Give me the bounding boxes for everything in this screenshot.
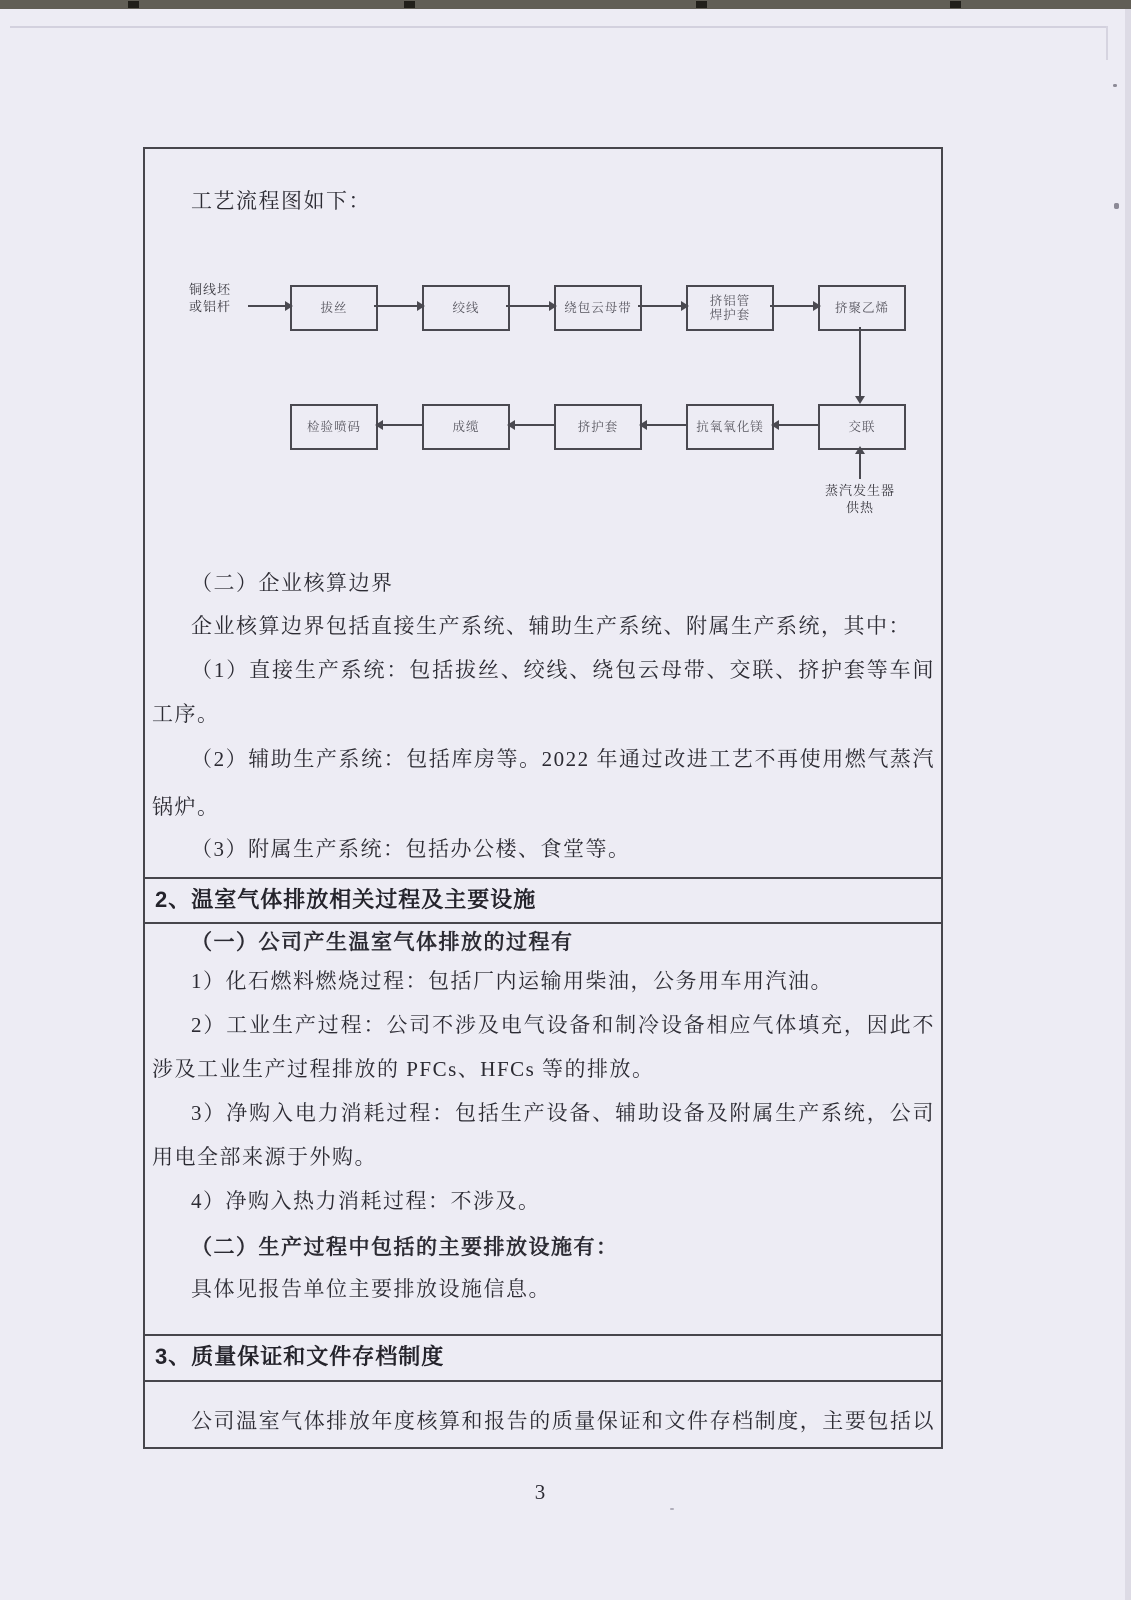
flow-arrow-up bbox=[859, 453, 861, 479]
process-box: 检验喷码 bbox=[290, 404, 378, 450]
flow-arrow-right bbox=[374, 305, 418, 307]
scan-speck bbox=[670, 1508, 674, 1510]
process-box: 成缆 bbox=[422, 404, 510, 450]
text-line: 企业核算边界包括直接生产系统、辅助生产系统、附属生产系统，其中： bbox=[191, 614, 911, 638]
text-line: 工艺流程图如下： bbox=[191, 189, 371, 213]
process-box: 抗氧氧化镁 bbox=[686, 404, 774, 450]
section-header: 3、质量保证和文件存档制度 bbox=[155, 1344, 445, 1369]
material-source-label: 铜线坯 或铝杆 bbox=[189, 282, 232, 314]
text-line: （一）公司产生温室气体排放的过程有 bbox=[191, 930, 574, 954]
process-box: 交联 bbox=[818, 404, 906, 450]
flow-arrow-right bbox=[506, 305, 550, 307]
process-box: 挤护套 bbox=[554, 404, 642, 450]
underlying-page-edge bbox=[10, 26, 1108, 28]
section-divider bbox=[145, 877, 941, 879]
section-header: 2、温室气体排放相关过程及主要设施 bbox=[155, 887, 537, 912]
scan-speck bbox=[1113, 84, 1117, 87]
flow-arrow-right bbox=[770, 305, 814, 307]
flow-arrow-left bbox=[646, 424, 686, 426]
text-line: 2）工业生产过程：公司不涉及电气设备和制冷设备相应气体填充，因此不 bbox=[191, 1013, 935, 1037]
text-line: 具体见报告单位主要排放设施信息。 bbox=[191, 1277, 551, 1301]
flow-arrow-left bbox=[514, 424, 554, 426]
text-line: 3）净购入电力消耗过程：包括生产设备、辅助设备及附属生产系统，公司 bbox=[191, 1101, 935, 1125]
page-number: 3 bbox=[534, 1480, 546, 1504]
section-divider bbox=[145, 922, 941, 924]
section-divider bbox=[145, 1334, 941, 1336]
process-box: 绕包云母带 bbox=[554, 285, 642, 331]
flow-arrow-down bbox=[859, 327, 861, 397]
process-box: 挤聚乙烯 bbox=[818, 285, 906, 331]
underlying-page-edge bbox=[1106, 26, 1108, 60]
scan-speck bbox=[1114, 203, 1119, 209]
section-divider bbox=[145, 1380, 941, 1382]
text-line: （二）生产过程中包括的主要排放设施有： bbox=[191, 1235, 619, 1259]
text-line: （3）附属生产系统：包括办公楼、食堂等。 bbox=[191, 837, 631, 861]
text-line: 4）净购入热力消耗过程：不涉及。 bbox=[191, 1189, 541, 1213]
scan-tick bbox=[696, 1, 707, 8]
text-line: （1）直接生产系统：包括拔丝、绞线、绕包云母带、交联、挤护套等车间 bbox=[191, 658, 935, 682]
text-line: 工序。 bbox=[152, 702, 220, 726]
text-line: （二）企业核算边界 bbox=[191, 571, 394, 595]
text-line: 公司温室气体排放年度核算和报告的质量保证和文件存档制度，主要包括以 bbox=[191, 1409, 935, 1433]
text-line: 锅炉。 bbox=[152, 795, 220, 819]
process-box: 绞线 bbox=[422, 285, 510, 331]
scan-tick bbox=[128, 1, 139, 8]
scan-edge-right bbox=[1125, 9, 1131, 1600]
flow-arrow-left bbox=[382, 424, 422, 426]
steam-source-label: 蒸汽发生器 供热 bbox=[824, 483, 895, 515]
text-line: 1）化石燃料燃烧过程：包括厂内运输用柴油，公务用车用汽油。 bbox=[191, 969, 833, 993]
scan-tick bbox=[404, 1, 415, 8]
scan-tick bbox=[950, 1, 961, 8]
text-line: （2）辅助生产系统：包括库房等。2022 年通过改进工艺不再使用燃气蒸汽 bbox=[191, 747, 935, 771]
flow-arrow-right bbox=[638, 305, 682, 307]
flow-arrow-left bbox=[778, 424, 818, 426]
flow-arrow-right bbox=[248, 305, 286, 307]
process-box: 挤铝管 焊护套 bbox=[686, 285, 774, 331]
scan-edge-top bbox=[0, 0, 1131, 9]
report-table bbox=[143, 147, 943, 1449]
text-line: 用电全部来源于外购。 bbox=[152, 1145, 377, 1169]
process-box: 拔丝 bbox=[290, 285, 378, 331]
text-line: 涉及工业生产过程排放的 PFCs、HFCs 等的排放。 bbox=[152, 1057, 655, 1081]
